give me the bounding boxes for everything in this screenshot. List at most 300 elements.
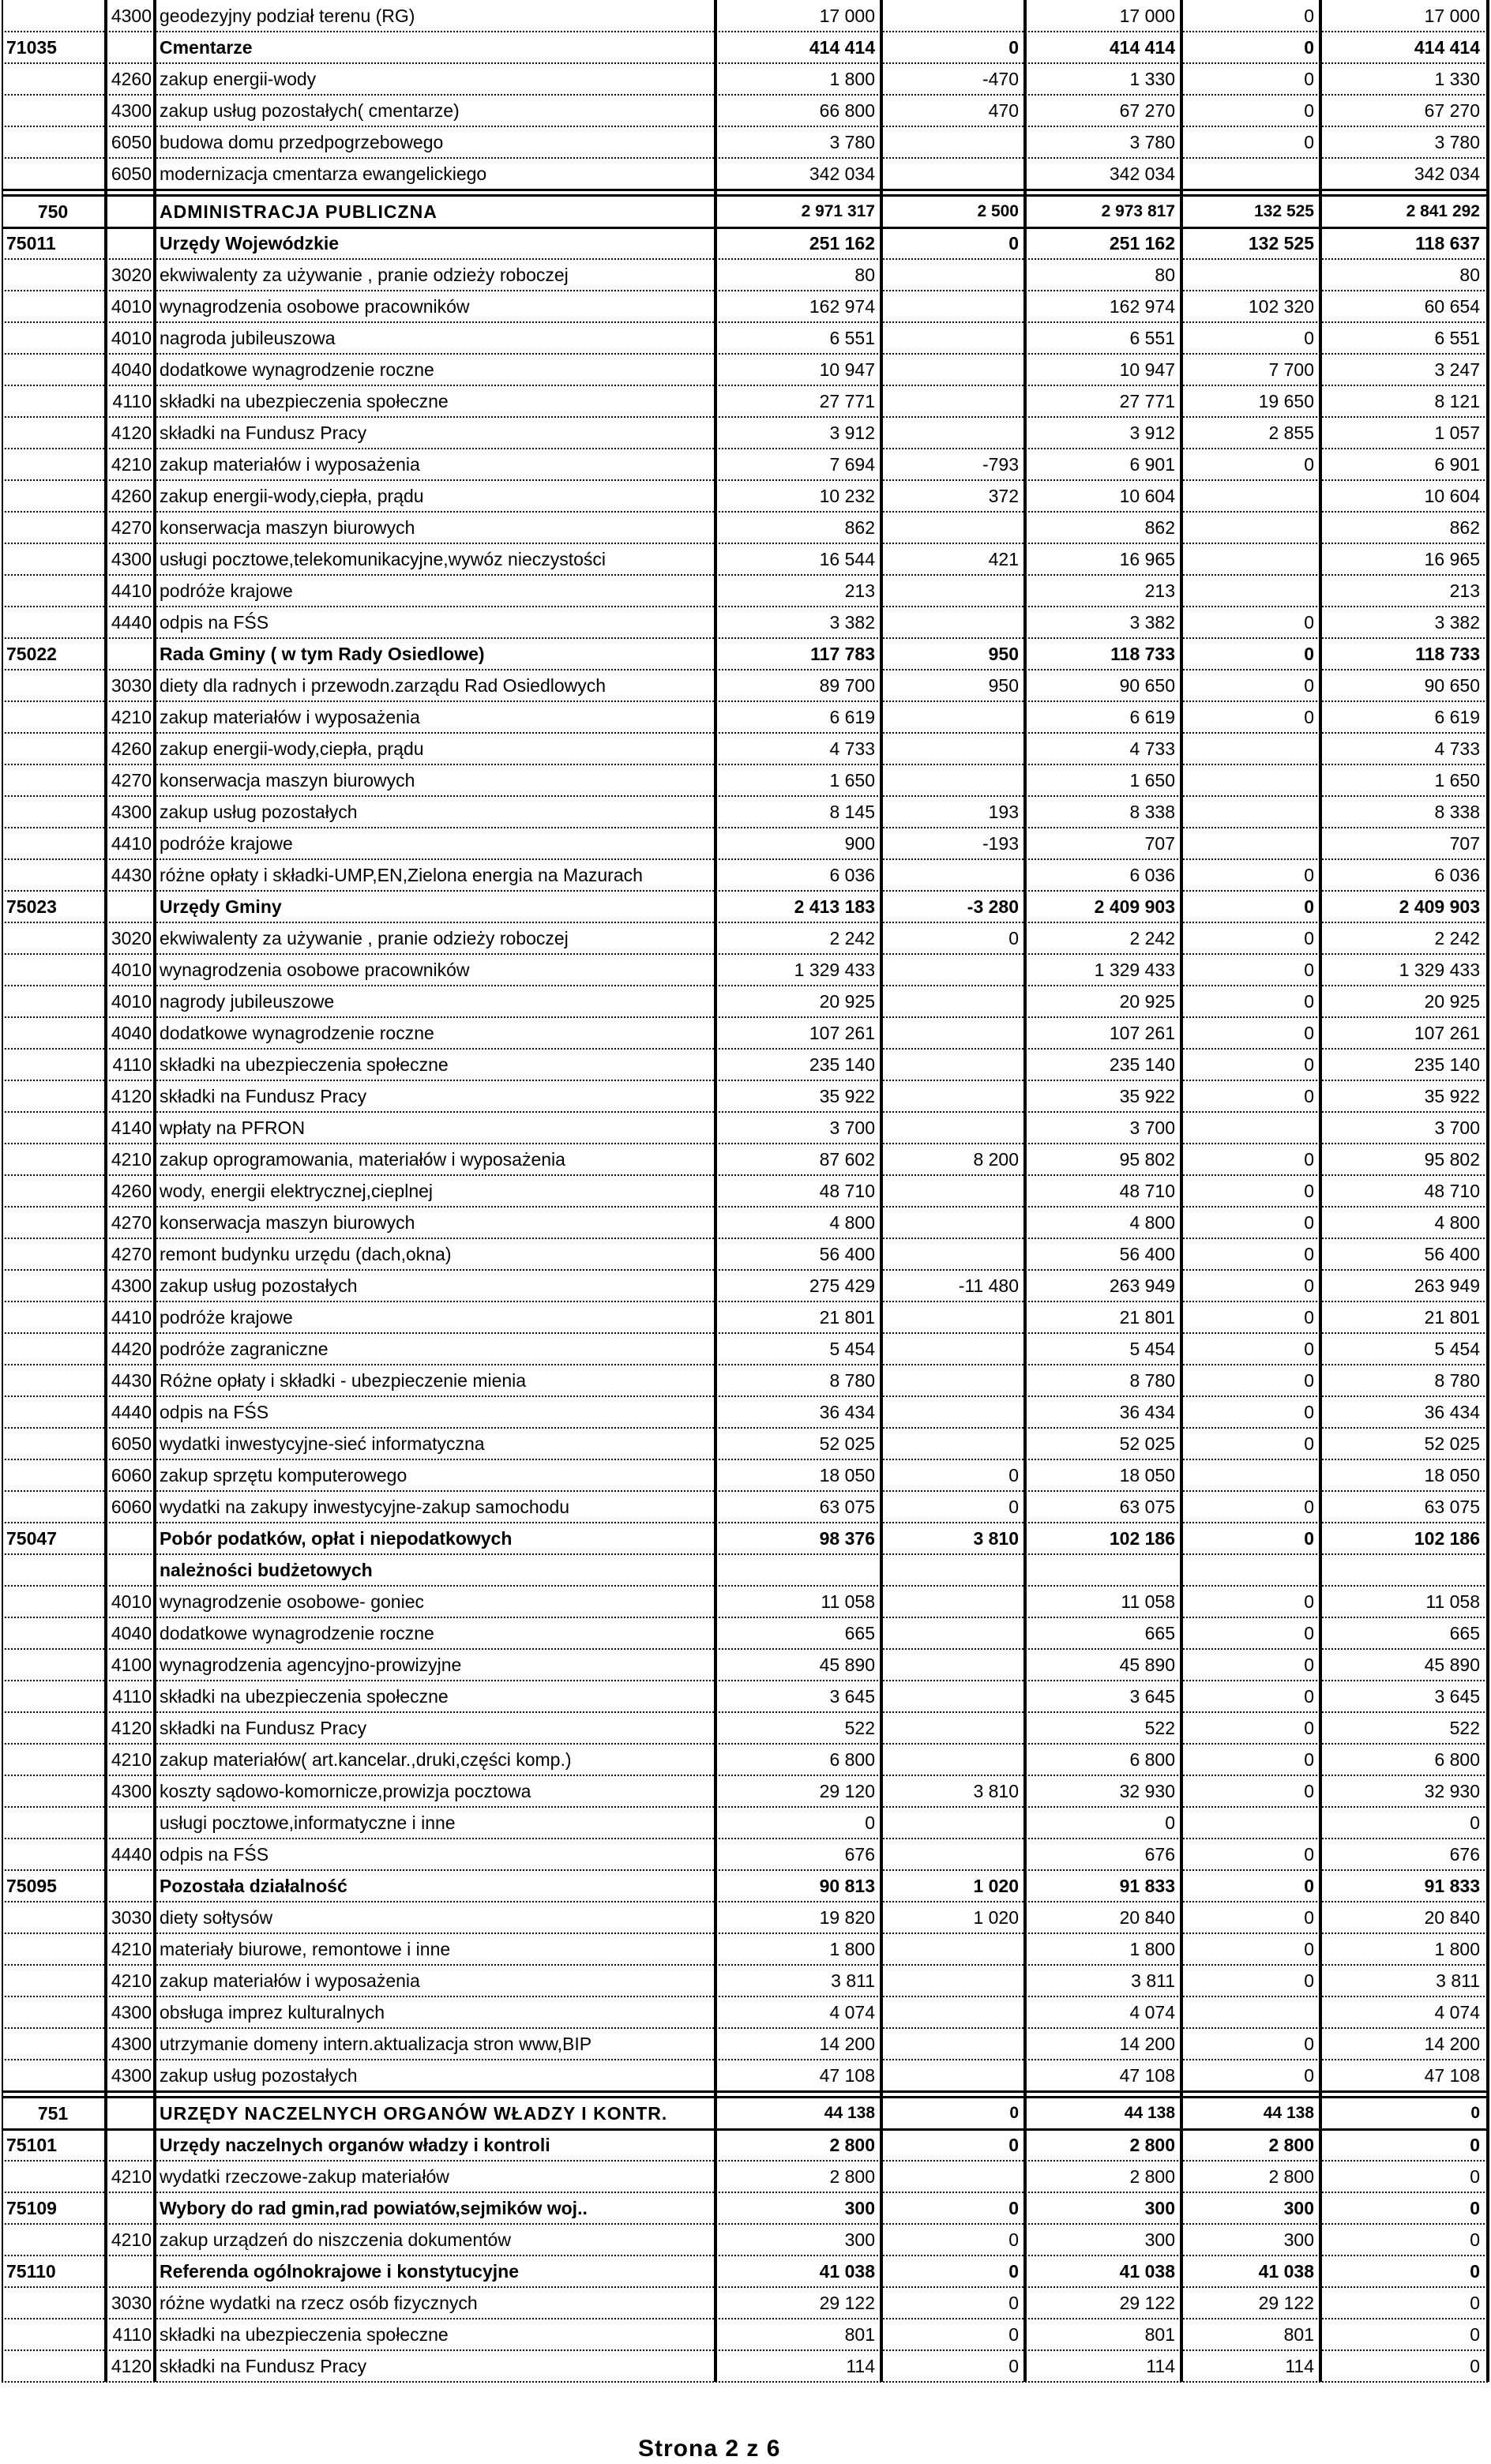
paragraph-cell: 4440 [111,1402,152,1422]
row-separator [2,2090,1488,2093]
plan-cell: 3 645 [829,1686,875,1707]
change-cell [881,1080,1025,1112]
row-separator [2,764,1488,765]
own-tasks-cell: 16 965 [1424,549,1480,569]
delegated-tasks-cell: 114 [1285,2356,1314,2376]
dzial-cell [2,1301,104,1333]
table-row [0,449,1491,480]
own-tasks-cell: 45 890 [1424,1655,1480,1675]
paragraph-cell: 4040 [111,1623,152,1643]
plan-cell: 6 036 [829,865,875,885]
paragraph-cell: 4410 [111,833,152,854]
own-tasks-cell: 862 [1449,517,1480,538]
dzial-cell [2,796,104,828]
row-separator [2,1395,1488,1397]
dzial-cell [2,126,104,158]
change-cell [881,126,1025,158]
dzial-cell [2,1902,104,1933]
description-cell: Urzędy Gminy [160,896,282,917]
row-separator [2,258,1488,260]
paragraph-cell [106,2192,155,2224]
row-separator [2,62,1488,64]
page-footer: Strona 2 z 6 [633,2436,785,2462]
own-tasks-cell: 0 [1470,2198,1480,2218]
dzial-cell [2,1491,104,1523]
plan-cell: 44 138 [824,2104,875,2122]
plan-after-change-cell: 18 050 [1119,1465,1175,1486]
delegated-tasks-cell: 0 [1304,1939,1314,1959]
delegated-tasks-cell: 132 525 [1254,202,1314,220]
delegated-tasks-cell: 0 [1304,2034,1314,2054]
delegated-tasks-cell: 0 [1304,1433,1314,1454]
column-separator [714,0,717,2382]
row-separator [2,985,1488,986]
row-separator [2,1996,1488,1997]
delegated-tasks-cell: 0 [1304,960,1314,980]
delegated-tasks-cell: 132 525 [1248,233,1314,254]
description-cell: odpis na FŚS [160,1844,269,1865]
own-tasks-cell: 67 270 [1424,100,1480,121]
dzial-cell [2,2161,104,2192]
change-cell [881,764,1025,796]
change-cell [881,1238,1025,1270]
plan-after-change-cell: 522 [1144,1718,1175,1738]
plan-after-change-cell: 10 604 [1119,486,1175,506]
description-cell: składki na ubezpieczenia społeczne [160,1686,449,1707]
subsection-row [0,891,1491,922]
dzial-cell [2,0,104,32]
plan-after-change-cell: 67 270 [1119,100,1175,121]
table-row [0,1839,1491,1870]
paragraph-cell: 4300 [111,100,152,121]
own-tasks-cell: 90 650 [1424,675,1480,696]
paragraph-cell: 6060 [111,1465,152,1486]
delegated-tasks-cell [1181,512,1320,543]
own-tasks-cell: 0 [1470,2104,1480,2122]
delegated-tasks-cell [1181,575,1320,607]
delegated-tasks-cell [1181,480,1320,512]
description-cell: składki na Fundusz Pracy [160,423,367,443]
delegated-tasks-cell: 29 122 [1258,2293,1314,2313]
paragraph-cell: 4260 [111,486,152,506]
plan-cell: 29 122 [819,2293,875,2313]
section-row [0,2098,1491,2129]
dzial-cell [2,1333,104,1365]
change-cell [881,1617,1025,1649]
paragraph-cell: 6050 [111,132,152,152]
change-cell [881,354,1025,385]
dzial-cell [2,385,104,417]
delegated-tasks-cell: 0 [1304,1149,1314,1170]
delegated-tasks-cell: 0 [1304,1023,1314,1043]
change-cell: 193 [988,802,1019,822]
change-cell: 0 [1008,2293,1019,2313]
row-separator [2,1869,1488,1871]
plan-after-change-cell: 414 414 [1109,37,1175,58]
paragraph-cell: 4270 [111,770,152,791]
change-cell: 0 [1008,2229,1019,2250]
delegated-tasks-cell [1181,733,1320,764]
row-separator [2,543,1488,544]
table-row [0,158,1491,190]
paragraph-cell: 4210 [111,2229,152,2250]
paragraph-cell: 4010 [111,328,152,348]
table-row [0,417,1491,449]
description-cell: podróże krajowe [160,1307,293,1328]
paragraph-cell: 4010 [111,960,152,980]
paragraph-cell: 4120 [111,1086,152,1106]
change-cell: 1 020 [973,1876,1019,1896]
delegated-tasks-cell: 0 [1304,1970,1314,1991]
plan-cell: 66 800 [819,100,875,121]
subsection-row [0,638,1491,670]
paragraph-cell [106,1870,155,1902]
description-cell: zakup usług pozostałych( cmentarze) [160,100,460,121]
dzial-cell [2,322,104,354]
change-cell [881,1807,1025,1839]
change-cell [881,859,1025,891]
paragraph-cell: 4300 [111,2002,152,2023]
table-row [0,733,1491,764]
table-row [0,512,1491,543]
plan-after-change-cell: 3 780 [1129,132,1175,152]
change-cell [881,954,1025,986]
paragraph-cell: 4120 [111,423,152,443]
change-cell [881,1839,1025,1870]
description-cell: odpis na FŚS [160,1402,269,1422]
dzial-cell [2,828,104,859]
dzial-cell [2,986,104,1017]
change-cell: 950 [988,644,1019,664]
own-tasks-cell: 3 811 [1436,1970,1480,1991]
row-separator [2,2223,1488,2225]
description-cell: konserwacja maszyn biurowych [160,517,415,538]
plan-cell: 35 922 [819,1086,875,1106]
plan-after-change-cell: 52 025 [1119,1433,1175,1454]
row-separator [2,321,1488,323]
description-cell: wynagrodzenia osobowe pracowników [160,960,470,980]
row-separator [2,1016,1488,1018]
dzial-cell [2,354,104,385]
delegated-tasks-cell: 0 [1304,991,1314,1012]
change-cell [881,322,1025,354]
plan-after-change-cell: 2 973 817 [1101,202,1175,220]
plan-after-change-cell: 665 [1144,1623,1175,1643]
paragraph-cell: 4210 [111,1149,152,1170]
dzial-cell: 75047 [6,1528,57,1549]
dzial-cell [2,1617,104,1649]
description-cell: wydatki rzeczowe-zakup materiałów [160,2166,449,2187]
plan-cell: 2 800 [829,2135,875,2155]
description-cell: podróże zagraniczne [160,1339,329,1359]
delegated-tasks-cell: 0 [1304,1907,1314,1928]
description-cell: zakup materiałów i wyposażenia [160,707,420,727]
plan-cell: 862 [844,517,875,538]
paragraph-cell: 4010 [111,991,152,1012]
plan-after-change-cell: 251 162 [1109,233,1175,254]
table-row [0,1049,1491,1080]
column-separator [2,0,3,2382]
paragraph-cell: 4300 [111,6,152,26]
dzial-cell: 751 [37,2103,69,2124]
description-cell: materiały biurowe, remontowe i inne [160,1939,451,1959]
plan-after-change-cell: 32 930 [1119,1781,1175,1801]
own-tasks-cell: 6 901 [1434,454,1480,475]
plan-cell: 16 544 [819,549,875,569]
row-separator [2,1364,1488,1365]
row-separator [2,353,1488,355]
plan-cell: 80 [854,265,875,285]
table-row [0,1807,1491,1839]
delegated-tasks-cell: 0 [1304,1591,1314,1612]
own-tasks-cell: 8 121 [1434,391,1480,411]
table-row [0,1175,1491,1207]
paragraph-cell: 4440 [111,1844,152,1865]
plan-after-change-cell: 29 122 [1119,2293,1175,2313]
own-tasks-cell: 342 034 [1414,163,1480,184]
row-separator [2,1553,1488,1555]
dzial-cell [2,575,104,607]
plan-after-change-cell [1025,1554,1181,1586]
plan-after-change-cell: 44 138 [1124,2104,1175,2122]
plan-after-change-cell: 36 434 [1119,1402,1175,1422]
plan-after-change-cell: 3 811 [1131,1970,1175,1991]
table-row [0,63,1491,95]
paragraph-cell: 4300 [111,2034,152,2054]
own-tasks-cell: 1 057 [1434,423,1480,443]
row-separator [2,189,1488,191]
description-cell: diety dla radnych i przewodn.zarządu Rad Osiedlowych [160,675,607,696]
paragraph-cell [106,1807,155,1839]
plan-after-change-cell: 263 949 [1109,1275,1175,1296]
plan-cell: 0 [865,1812,875,1833]
description-cell: remont budynku urzędu (dach,okna) [160,1244,452,1264]
dzial-cell [2,1744,104,1775]
delegated-tasks-cell [1181,796,1320,828]
plan-cell: 107 261 [809,1023,875,1043]
own-tasks-cell: 6 800 [1434,1749,1480,1770]
dzial-cell [2,512,104,543]
paragraph-cell: 4110 [112,1054,152,1075]
subsection-row [0,2129,1491,2161]
row-separator [2,1648,1488,1650]
own-tasks-cell: 102 186 [1414,1528,1480,1549]
change-cell [881,1301,1025,1333]
plan-after-change-cell: 80 [1155,265,1175,285]
table-row [0,543,1491,575]
plan-cell: 665 [844,1623,875,1643]
dzial-cell [2,1775,104,1807]
row-separator [2,94,1488,96]
row-separator [2,953,1488,955]
description-cell: ADMINISTRACJA PUBLICZNA [160,201,438,222]
description-cell: należności budżetowych [160,1560,373,1580]
description-cell: Referenda ogólnokrajowe i konstytucyjne [160,2261,519,2282]
paragraph-cell [106,227,155,259]
own-tasks-cell: 4 733 [1434,738,1480,759]
change-cell: 950 [988,675,1019,696]
paragraph-cell: 4210 [111,707,152,727]
paragraph-cell: 3020 [111,265,152,285]
own-tasks-cell: 2 242 [1434,928,1480,948]
delegated-tasks-cell: 0 [1304,1844,1314,1865]
paragraph-cell: 4120 [111,1718,152,1738]
section-row [0,196,1491,227]
description-cell: usługi pocztowe,telekomunikacyjne,wywóz nieczystości [160,549,607,569]
delegated-tasks-cell: 19 650 [1258,391,1314,411]
row-separator [2,2059,1488,2060]
own-tasks-cell: 14 200 [1424,2034,1480,2054]
change-cell [881,291,1025,322]
row-separator [2,1143,1488,1144]
section-top-rule [2,194,1488,197]
section-top-rule [2,2096,1488,2098]
own-tasks-cell: 213 [1449,580,1480,601]
paragraph-cell [106,2098,155,2129]
dzial-cell [2,1238,104,1270]
description-cell: składki na Fundusz Pracy [160,1718,367,1738]
description-cell: zakup usług pozostałych [160,802,358,822]
dzial-cell [2,2287,104,2319]
delegated-tasks-cell: 0 [1304,1497,1314,1517]
delegated-tasks-cell: 0 [1304,6,1314,26]
plan-after-change-cell: 8 338 [1129,802,1175,822]
plan-after-change-cell: 3 645 [1129,1686,1175,1707]
dzial-cell [2,1649,104,1681]
dzial-cell: 75011 [6,233,56,254]
plan-after-change-cell: 3 700 [1129,1117,1175,1138]
change-cell: 0 [1008,2261,1019,2282]
dzial-cell [2,291,104,322]
dzial-cell [2,1839,104,1870]
own-tasks-cell: 18 050 [1424,1465,1480,1486]
delegated-tasks-cell: 0 [1304,644,1314,664]
delegated-tasks-cell: 41 038 [1258,2261,1314,2282]
paragraph-cell: 3020 [111,928,152,948]
description-cell: zakup oprogramowania, materiałów i wyposażenia [160,1149,565,1170]
change-cell: -3 280 [967,896,1019,917]
plan-cell: 522 [844,1718,875,1738]
delegated-tasks-cell: 0 [1304,928,1314,948]
plan-after-change-cell: 2 242 [1129,928,1175,948]
row-separator [2,416,1488,418]
row-separator [2,827,1488,828]
delegated-tasks-cell: 2 800 [1268,2166,1314,2187]
paragraph-cell [106,1523,155,1554]
own-tasks-cell: 91 833 [1424,1876,1480,1896]
paragraph-cell: 4140 [111,1117,152,1138]
plan-cell: 3 912 [829,423,875,443]
own-tasks-cell: 1 329 433 [1399,960,1480,980]
subsection-row [0,2256,1491,2287]
dzial-cell [2,2350,104,2382]
plan-after-change-cell: 48 710 [1119,1181,1175,1201]
column-separator [880,0,883,2382]
plan-cell: 4 733 [829,738,875,759]
change-cell [881,2028,1025,2060]
plan-cell: 20 925 [819,991,875,1012]
change-cell: 0 [1008,233,1019,254]
plan-after-change-cell: 4 733 [1129,738,1175,759]
dzial-cell [2,417,104,449]
plan-cell: 10 947 [819,359,875,380]
table-row [0,1428,1491,1459]
row-separator [2,1933,1488,1934]
plan-cell: 117 783 [810,644,875,664]
plan-after-change-cell: 342 034 [1109,163,1175,184]
plan-after-change-cell: 21 801 [1119,1307,1175,1328]
change-cell [881,1681,1025,1712]
delegated-tasks-cell [1181,764,1320,796]
delegated-tasks-cell: 0 [1304,1370,1314,1391]
change-cell [881,733,1025,764]
plan-cell: 14 200 [819,2034,875,2054]
row-separator [2,2128,1488,2131]
own-tasks-cell: 0 [1470,2356,1480,2376]
subsection-row [0,2192,1491,2224]
delegated-tasks-cell: 0 [1304,707,1314,727]
description-cell: wydatki inwestycyjne-sieć informatyczna [160,1433,485,1454]
paragraph-cell: 4100 [111,1655,152,1675]
plan-after-change-cell: 107 261 [1109,1023,1175,1043]
change-cell: 0 [1008,2198,1019,2218]
description-cell: Rada Gminy ( w tym Rady Osiedlowe) [160,644,485,664]
description-cell: składki na Fundusz Pracy [160,1086,367,1106]
description-cell: URZĘDY NACZELNYCH ORGANÓW WŁADZY I KONTR. [160,2103,668,2124]
delegated-tasks-cell: 0 [1304,100,1314,121]
plan-cell: 1 650 [829,770,875,791]
description-cell: zakup usług pozostałych [160,1275,358,1296]
delegated-tasks-cell: 0 [1304,1686,1314,1707]
table-row [0,2161,1491,2192]
description-cell: Cmentarze [160,37,253,58]
row-separator [2,1111,1488,1113]
dzial-cell: 75110 [6,2261,56,2282]
plan-after-change-cell: 6 619 [1129,707,1175,727]
delegated-tasks-cell: 0 [1304,1244,1314,1264]
dzial-cell [2,1996,104,2028]
table-row [0,1775,1491,1807]
table-row [0,1301,1491,1333]
delegated-tasks-cell [1181,1807,1320,1839]
plan-cell: 3 700 [829,1117,875,1138]
plan-cell: 5 454 [829,1339,875,1359]
row-separator [2,1174,1488,1176]
table-row [0,859,1491,891]
paragraph-cell [106,1554,155,1586]
own-tasks-cell: 0 [1470,2135,1480,2155]
paragraph-cell [106,32,155,63]
delegated-tasks-cell: 0 [1304,1275,1314,1296]
description-cell: ekwiwalenty za używanie , pranie odzieży roboczej [160,265,569,285]
plan-cell: 8 780 [829,1370,875,1391]
plan-after-change-cell: 47 108 [1119,2065,1175,2086]
row-separator [2,290,1488,291]
plan-cell: 275 429 [809,1275,875,1296]
paragraph-cell: 4260 [111,738,152,759]
description-cell: nagrody jubileuszowe [160,991,335,1012]
table-row [0,1365,1491,1396]
plan-cell: 2 242 [829,928,875,948]
delegated-tasks-cell: 0 [1304,1876,1314,1896]
row-separator [2,2381,1488,2383]
own-tasks-cell: 3 780 [1434,132,1480,152]
row-separator [2,1743,1488,1745]
dzial-cell [2,63,104,95]
column-separator [1319,0,1322,2382]
plan-cell: 63 075 [819,1497,875,1517]
plan-cell: 251 162 [809,233,875,254]
